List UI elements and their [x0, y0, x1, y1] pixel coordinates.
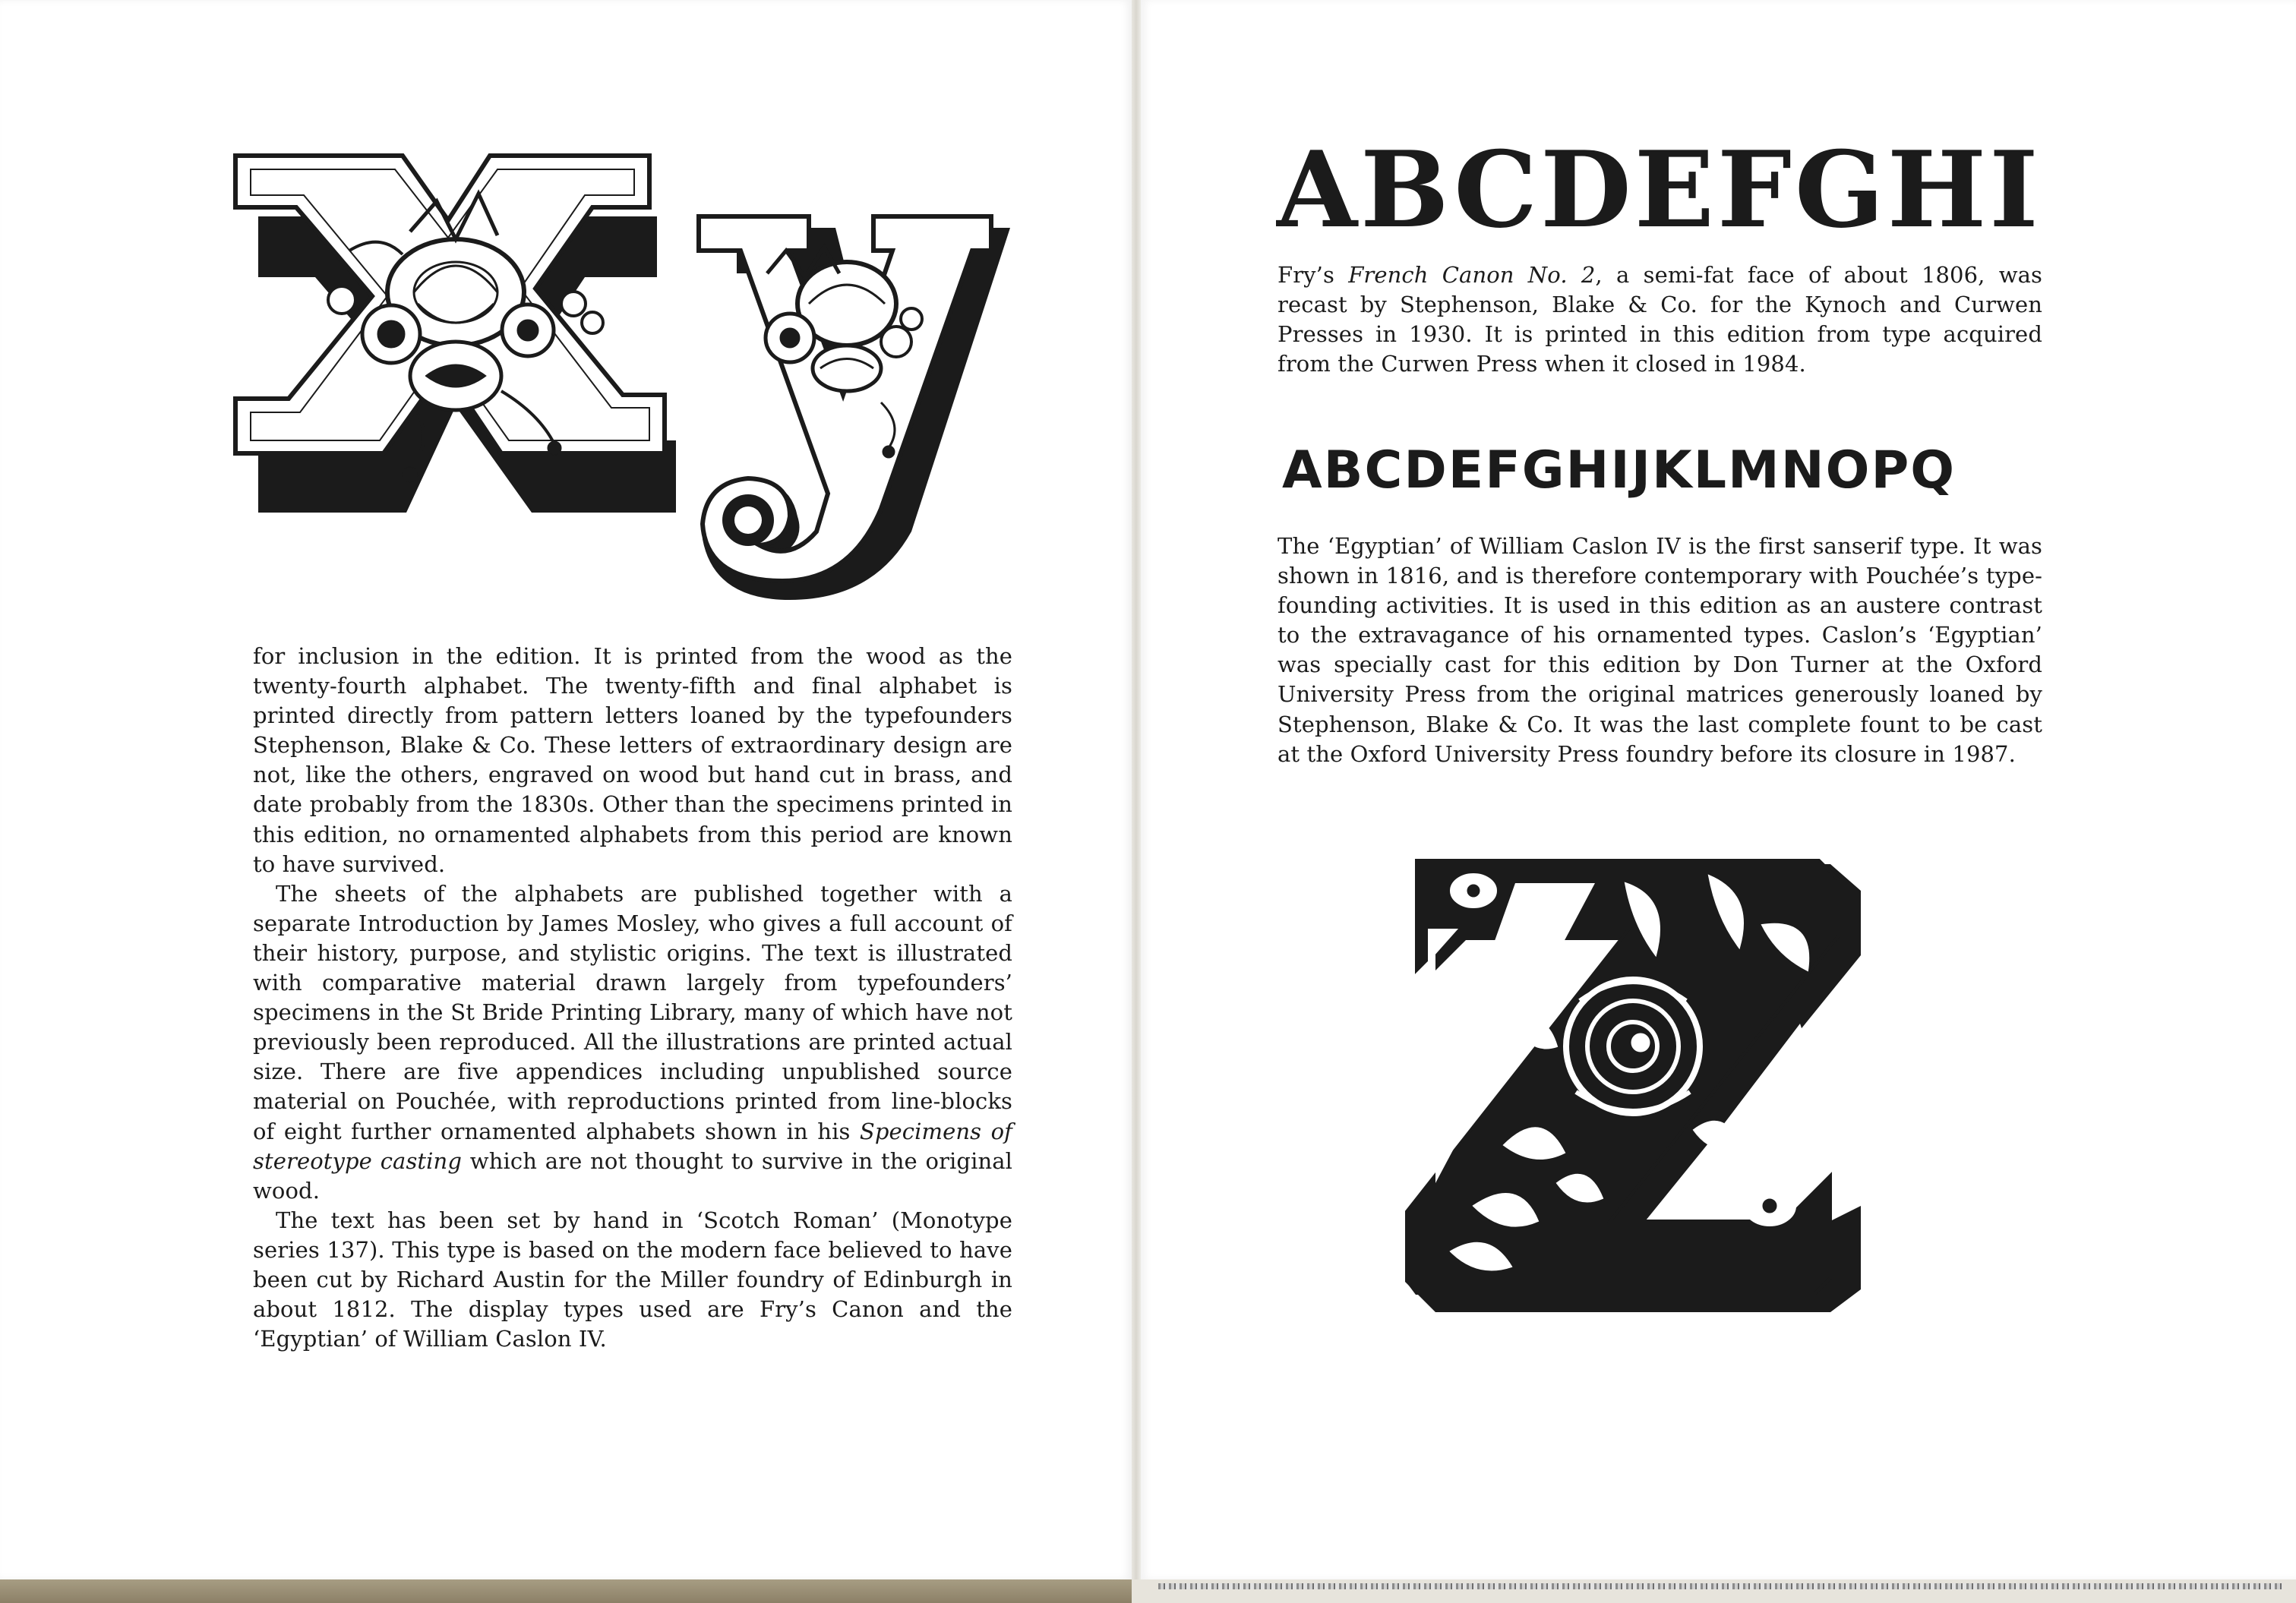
left-page — [0, 0, 1132, 1579]
text-run: for inclusion in the edition. It is printed from the wood as the twenty-fourth alphabet. The twenty-fifth and final alphabet is printed directly from pattern letters loaned by the typefounders Stephenson, Blake & Co. These letters of extraordinary design are not, like the others, engraved on wood but hand cut in brass, and date probably from the 1830s. Other than the specimens printed in this edition, no ornamented alphabets from this period are known to have survived. — [253, 643, 1012, 877]
text-run: Fry’s — [1277, 262, 1349, 288]
text-run: which are not thought to survive in the original wood. — [253, 1147, 1012, 1204]
paragraph — [253, 642, 1012, 879]
paragraph — [1277, 532, 2042, 769]
ornamented-letter-x — [228, 140, 714, 543]
deckle-edge — [1158, 1583, 2282, 1589]
book-board-left-edge — [0, 1579, 1132, 1603]
typeface-name-italic: French Canon No. 2 — [1348, 262, 1596, 288]
paragraph — [253, 1206, 1012, 1354]
page-gutter — [1132, 0, 1141, 1579]
body-text-egyptian — [1277, 532, 2042, 769]
display-type-french-canon: ABCDEFGHI — [1276, 129, 2042, 251]
body-text-french-canon — [1277, 260, 2042, 379]
right-page — [1141, 0, 2296, 1579]
ornamented-letter-z — [1405, 857, 1861, 1312]
paragraph — [253, 879, 1012, 1206]
ornamented-letter-y — [684, 205, 1025, 607]
book-title-italic: Specimens of stereotype casting — [253, 1118, 1013, 1174]
display-type-egyptian: ABCDEFGHIJKLMNOPQ — [1282, 440, 1956, 500]
body-text-left — [253, 642, 1012, 1354]
text-run: The text has been set by hand in ‘Scotch Roman’ (Monotype series 137). This type is based on the modern face believed to have been cut by Richard Austin for the Miller foundry of Edinburgh in about 1812. The display types used are Fry’s Canon and the ‘Egyptian’ of William Caslon IV. — [253, 1207, 1012, 1352]
text-run: The sheets of the alphabets are published together with a separate Introduction by James Mosley, who gives a full account of their history, purpose, and stylistic origins. The text is illustrated with comparative material drawn largely from typefounders’ specimens in the St Bride Printing Library, many of which have not previously been reproduced. All the illustrations are printed actual size. There are five appendices including unpublished source material on Pouchée, with reproductions printed from line-blocks of eight further ornamented alphabets shown in his — [253, 880, 1012, 1144]
text-run: The ‘Egyptian’ of William Caslon IV is the first sanserif type. It was shown in 1816, and is therefore contemporary with Pouchée’s type-founding activities. It is used in this edition as an austere contrast to the extravagance of his ornamented types. Caslon’s ‘Egyptian’ was specially cast for this edition by Don Turner at the Oxford University Press from the original matrices generously loaned by Stephenson, Blake & Co. It was the last complete fount to be cast at the Oxford University Press foundry before its closure in 1987. — [1277, 533, 2042, 767]
paragraph — [1277, 260, 2042, 379]
text-run: , a semi-fat face of about 1806, was recast by Stephenson, Blake & Co. for the Kynoch and Curwen Presses in 1930. It is printed in this edition from type acquired from the Curwen Press when it closed in 1984. — [1277, 262, 2042, 377]
